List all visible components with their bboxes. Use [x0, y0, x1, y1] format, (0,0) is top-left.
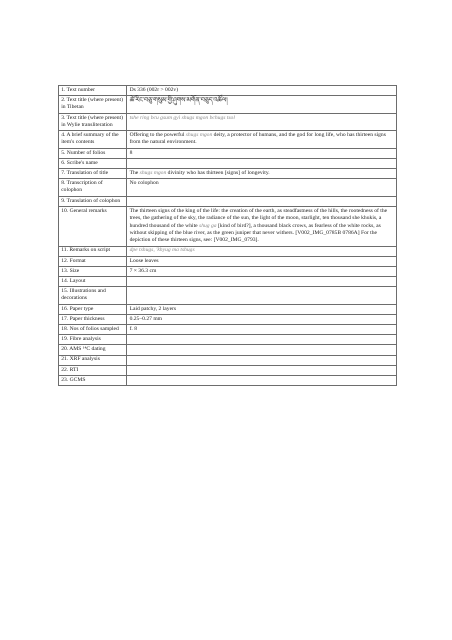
field-label: 23. GCMS — [59, 375, 127, 385]
tibetan-title-value: ཚེ་རིང་བཅུ་གསུམ་གྱི་ཤུགས་མགོན་བཅུད་འཚོལ། — [127, 96, 397, 114]
remarks-text: [kind of bird?], a thousand black crows, as fearless of the white rocks, as without skipping of the blue river, as the green juniper that never withers. [V002_IMG_0785B 0786A] For the depiction of these thirteen signs, see: [V002_IMG_0793]. — [129, 222, 381, 244]
table-row — [59, 113, 397, 131]
field-value — [127, 375, 397, 385]
field-label: 13. Size — [59, 266, 127, 276]
table-row — [59, 345, 397, 355]
field-label: 5. Number of folios — [59, 148, 127, 158]
field-label: 15. Illustrations and decorations — [59, 287, 127, 305]
summary-value — [127, 131, 397, 149]
field-label: 18. Nos of folios sampled — [59, 325, 127, 335]
summary-text: deity, a protector of humans, and the god for long life, who has thirteen signs from the natural environment. — [129, 132, 386, 146]
title-translation-value — [127, 169, 397, 179]
field-label: 12. Format — [59, 256, 127, 266]
field-label: 3. Text title (where present) in Wylie transliteration — [59, 113, 127, 131]
field-label: 4. A brief summary of the item's contents — [59, 131, 127, 149]
bird-name: shug ga — [199, 222, 217, 229]
deity-name: shugs mgon — [185, 132, 213, 139]
field-value: 0.25–0.27 mm — [127, 314, 397, 324]
field-value: 8 — [127, 148, 397, 158]
field-value — [127, 365, 397, 375]
field-value: f. 8 — [127, 325, 397, 335]
field-value — [127, 196, 397, 206]
field-value: 7 × 36.3 cm — [127, 266, 397, 276]
table-row — [59, 179, 397, 197]
field-label: 19. Fibre analysis — [59, 335, 127, 345]
field-value: Loose leaves — [127, 256, 397, 266]
table-row — [59, 256, 397, 266]
field-label: 2. Text title (where present) in Tibetan — [59, 96, 127, 114]
field-label: 16. Paper type — [59, 304, 127, 314]
table-row — [59, 314, 397, 324]
table-row — [59, 246, 397, 256]
summary-text: Offering to the powerful — [129, 132, 186, 139]
field-label: 21. XRF analysis — [59, 355, 127, 365]
table-row — [59, 355, 397, 365]
table-row — [59, 148, 397, 158]
table-row — [59, 266, 397, 276]
remarks-value — [127, 206, 397, 246]
field-label: 10. General remarks — [59, 206, 127, 246]
field-label: 22. RTI — [59, 365, 127, 375]
table-row — [59, 325, 397, 335]
field-label: 1. Text number — [59, 86, 127, 96]
table-row — [59, 365, 397, 375]
field-label: 14. Layout — [59, 277, 127, 287]
script-remarks-value: dpe tshugs, 'khyug ma tshugs — [127, 246, 397, 256]
field-label: 11. Remarks on script — [59, 246, 127, 256]
table-row — [59, 158, 397, 168]
field-label: 17. Paper thickness — [59, 314, 127, 324]
field-value: Laid patchy, 2 layers — [127, 304, 397, 314]
field-label: 6. Scribe's name — [59, 158, 127, 168]
table-row — [59, 335, 397, 345]
field-value — [127, 345, 397, 355]
table-row — [59, 96, 397, 114]
table-row — [59, 196, 397, 206]
field-value — [127, 287, 397, 305]
field-value — [127, 355, 397, 365]
translation-text: The — [129, 169, 140, 176]
field-label: 9. Translation of colophon — [59, 196, 127, 206]
table-row — [59, 131, 397, 149]
table-row — [59, 86, 397, 96]
table-row — [59, 375, 397, 385]
remarks-text: The thirteen signs of the king of the life: the creation of the earth, as steadfastness of the hills, the rootedness of the trees, the gathering of the sky, the radiance of the sun, the light of the moon, starlight, ten thousand she khukis, a hundred thousand of the white — [129, 207, 388, 229]
field-value — [127, 335, 397, 345]
deity-name: shugs mgon — [139, 169, 167, 176]
translation-text: divinity who has thirteen [signs] of longevity. — [166, 169, 270, 176]
table-row — [59, 287, 397, 305]
field-label: 7. Translation of title — [59, 169, 127, 179]
wylie-title-value: tshe ring bcu gsum gyi shugs mgon bchugs tsol — [127, 113, 397, 131]
field-value: No colophon — [127, 179, 397, 197]
field-value — [127, 277, 397, 287]
field-label: 20. AMS ¹⁴C dating — [59, 345, 127, 355]
table-row — [59, 206, 397, 246]
field-label: 8. Transcription of colophon — [59, 179, 127, 197]
table-row — [59, 304, 397, 314]
field-value — [127, 158, 397, 168]
catalogue-record-table — [58, 85, 397, 386]
table-row — [59, 169, 397, 179]
table-row — [59, 277, 397, 287]
field-value: Ds 336 (002r > 002v) — [127, 86, 397, 96]
